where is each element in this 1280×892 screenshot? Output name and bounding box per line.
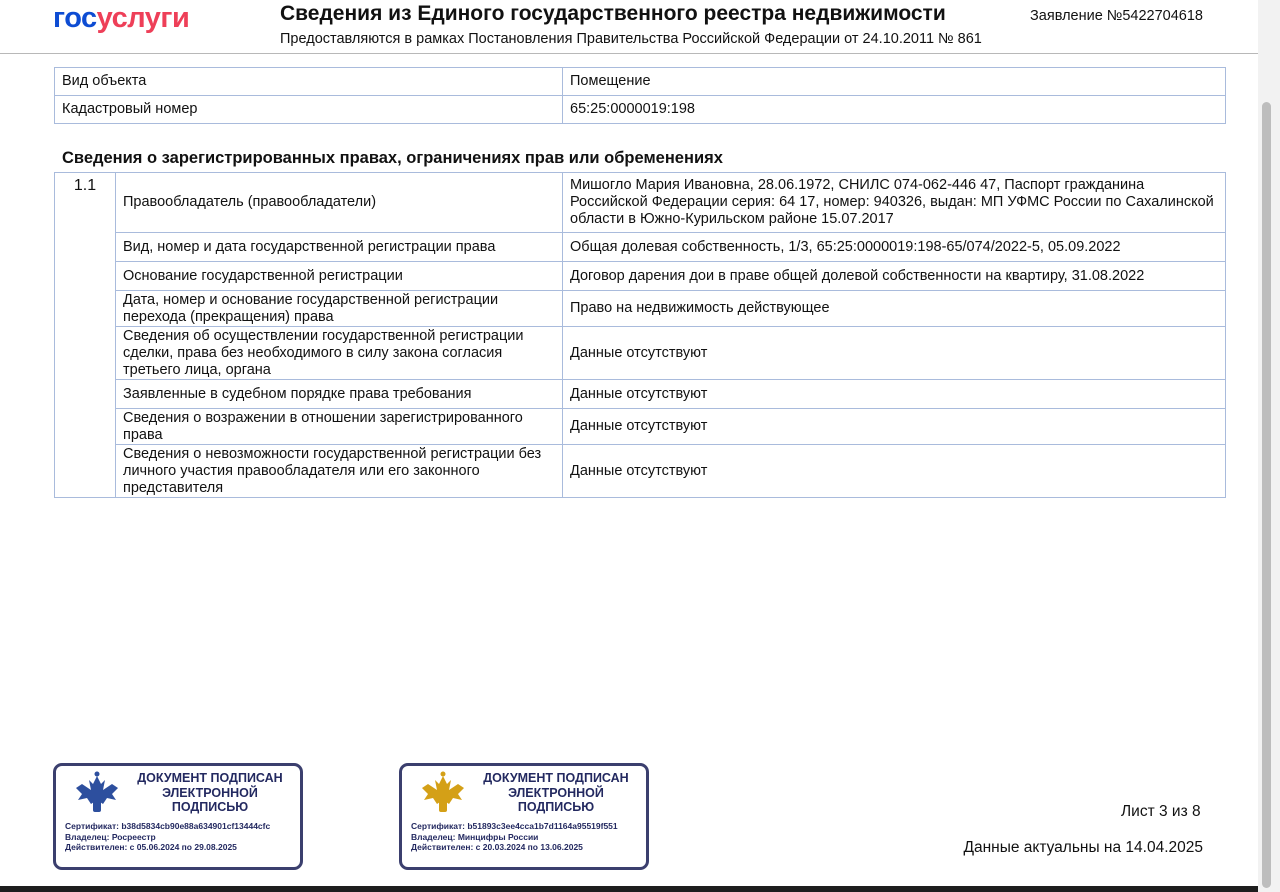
stamp-certificate: Сертификат: b51893c3ee4cca1b7d1164a95519f551: [411, 821, 618, 831]
rights-row-label: Заявленные в судебном порядке права требования: [116, 380, 563, 409]
rights-row-value: Данные отсутствуют: [563, 409, 1226, 445]
double-eagle-emblem-icon: [418, 770, 468, 820]
table-row: [55, 409, 1226, 445]
signature-stamp-mintsifry: [399, 763, 649, 870]
rights-row-label: Сведения о возражении в отношении зарегистрированного права: [116, 409, 563, 445]
stamp-title: ДОКУМЕНТ ПОДПИСАН ЭЛЕКТРОННОЙ ПОДПИСЬЮ: [137, 771, 283, 814]
data-actual-date: Данные актуальны на 14.04.2025: [963, 839, 1203, 856]
rights-row-value: Мишогло Мария Ивановна, 28.06.1972, СНИЛС 074-062-446 47, Паспорт гражданина Российской Федерации серия: 64 17, номер: 940326, выдан: МП УФМС России по Сахалинской области в Южно-Курильском районе 15.07.2017: [563, 173, 1226, 233]
object-type-label: Вид объекта: [55, 68, 563, 96]
document-title: Сведения из Единого государственного реестра недвижимости: [280, 2, 946, 25]
table-row: [55, 262, 1226, 291]
rights-row-value: Договор дарения дои в праве общей долевой собственности на квартиру, 31.08.2022: [563, 262, 1226, 291]
table-row: [55, 233, 1226, 262]
cadastral-number-value: 65:25:0000019:198: [563, 96, 1226, 124]
header-divider: [0, 53, 1258, 54]
rights-section-title: Сведения о зарегистрированных правах, ограничениях прав или обременениях: [62, 149, 723, 167]
table-row: [55, 68, 1226, 96]
rights-row-value: Данные отсутствуют: [563, 327, 1226, 380]
double-eagle-emblem-icon: [72, 770, 122, 820]
rights-row-value: Право на недвижимость действующее: [563, 291, 1226, 327]
table-row: [55, 380, 1226, 409]
cadastral-number-label: Кадастровый номер: [55, 96, 563, 124]
rights-row-value: Данные отсутствуют: [563, 380, 1226, 409]
rights-row-value: Общая долевая собственность, 1/3, 65:25:0000019:198-65/074/2022-5, 05.09.2022: [563, 233, 1226, 262]
rights-row-label: Сведения об осуществлении государственной регистрации сделки, права без необходимого в силу закона согласия третьего лица, органа: [116, 327, 563, 380]
object-info-table: [54, 67, 1226, 124]
table-row: [55, 173, 1226, 233]
table-row: [55, 327, 1226, 380]
rights-row-label: Основание государственной регистрации: [116, 262, 563, 291]
rights-table: [54, 172, 1226, 498]
entry-number: 1.1: [55, 173, 116, 498]
stamp-details: [411, 821, 618, 853]
document-subtitle: Предоставляются в рамках Постановления Правительства Российской Федерации от 24.10.2011 № 861: [280, 31, 982, 47]
scrollbar-thumb[interactable]: [1262, 102, 1271, 888]
stamp-details: [65, 821, 270, 853]
rights-row-label: Сведения о невозможности государственной регистрации без личного участия правообладателя или его законного представителя: [116, 445, 563, 498]
stamp-owner: Владелец: Минцифры России: [411, 831, 539, 842]
table-row: [55, 96, 1226, 124]
sheet-number: Лист 3 из 8: [1121, 803, 1201, 820]
rights-row-label: Правообладатель (правообладатели): [116, 173, 563, 233]
stamp-validity: Действителен: с 20.03.2024 по 13.06.2025: [411, 842, 583, 852]
stamp-validity: Действителен: с 05.06.2024 по 29.08.2025: [65, 842, 237, 852]
rights-row-label: Дата, номер и основание государственной регистрации перехода (прекращения) права: [116, 291, 563, 327]
page-bottom-edge: [0, 886, 1258, 892]
stamp-owner: Владелец: Росреестр: [65, 831, 156, 842]
rights-row-label: Вид, номер и дата государственной регистрации права: [116, 233, 563, 262]
table-row: [55, 291, 1226, 327]
application-number: Заявление №5422704618: [1030, 8, 1203, 24]
gosuslugi-logo[interactable]: госуслуги: [53, 2, 190, 34]
rights-row-value: Данные отсутствуют: [563, 445, 1226, 498]
object-type-value: Помещение: [563, 68, 1226, 96]
signature-stamp-rosreestr: [53, 763, 303, 870]
stamp-title: ДОКУМЕНТ ПОДПИСАН ЭЛЕКТРОННОЙ ПОДПИСЬЮ: [483, 771, 629, 814]
table-row: [55, 445, 1226, 498]
stamp-certificate: Сертификат: b38d5834cb90e88a634901cf13444cfc: [65, 821, 271, 831]
